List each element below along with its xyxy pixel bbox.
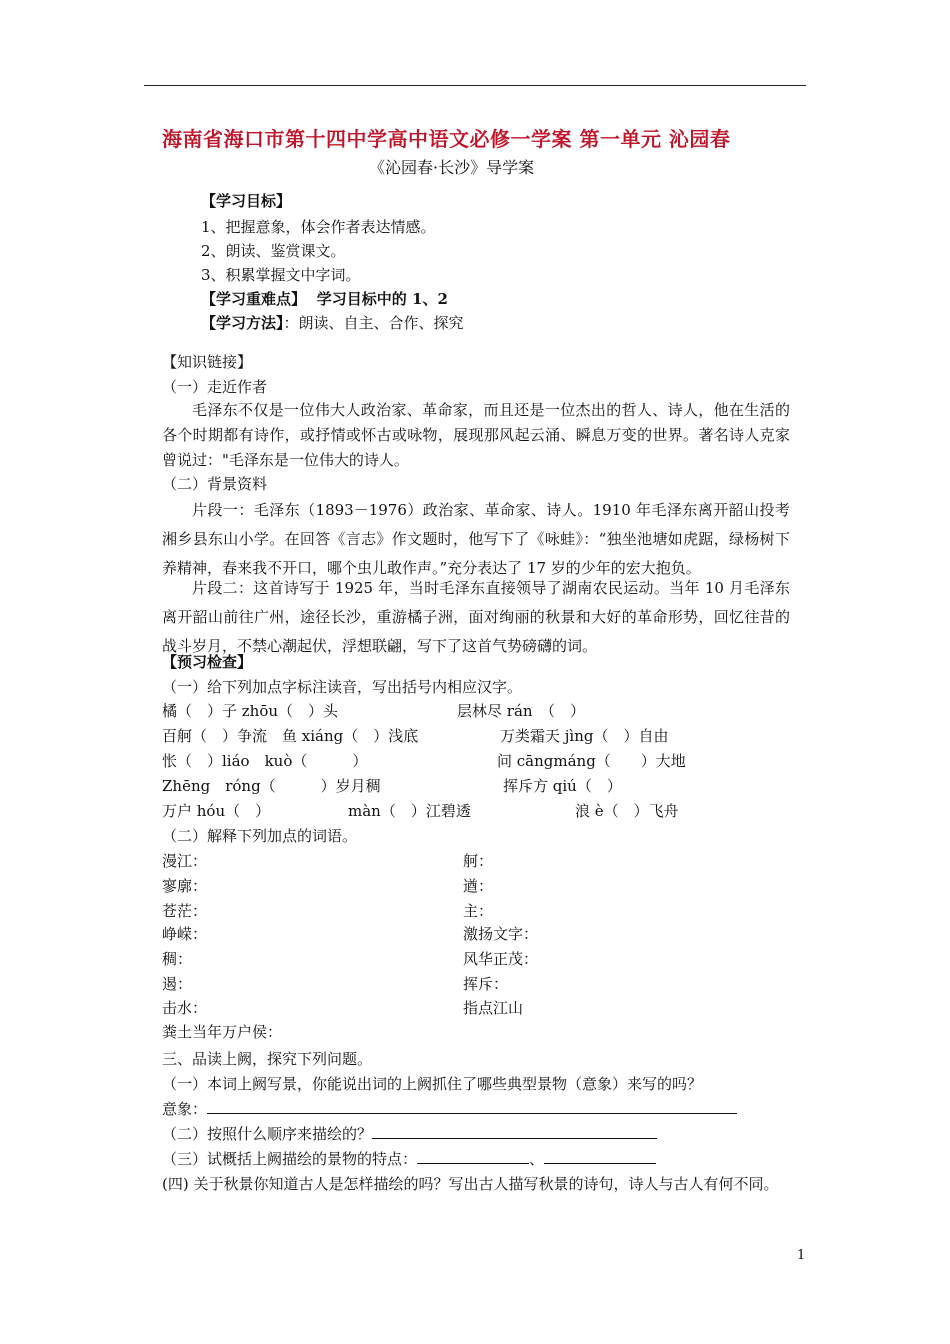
part3-q3: （三）试概括上阙描绘的景物的特点：	[162, 1150, 418, 1168]
preview-heading: 【预习检查】	[162, 653, 253, 671]
part3-q2-line	[162, 1124, 657, 1144]
key-points-line	[201, 289, 448, 309]
pinyin-item: 橘（ ）子 zhōu（ ）头	[162, 702, 339, 720]
part3-q2: （二）按照什么顺序来描绘的？	[162, 1125, 373, 1143]
paragraph-author: 毛泽东不仅是一位伟大人政治家、革命家，而且还是一位杰出的哲人、诗人，他在生活的各个时期都有诗作，或抒情或怀古或咏物，展现那风起云涌、瞬息万变的世界。著名诗人克家曾说过："毛泽东是一位伟大的诗人。	[162, 401, 790, 469]
feature-separator: 、	[529, 1150, 545, 1168]
word-item: 激扬文字：	[463, 925, 539, 943]
word-item: 粪土当年万户侯：	[162, 1023, 283, 1041]
pinyin-item: 层林尽 rán （ ）	[457, 702, 586, 720]
word-item: 寥廓：	[162, 877, 208, 895]
imagery-answer-blank[interactable]	[207, 1099, 737, 1114]
pinyin-item: 万户 hóu（ ）	[162, 802, 271, 820]
feature-answer-blank-2[interactable]	[544, 1149, 656, 1164]
word-item: 漫江：	[162, 852, 208, 870]
objective-item: 1、把握意象，体会作者表达情感。	[201, 218, 436, 236]
imagery-line	[162, 1099, 737, 1119]
preview-q2: （二）解释下列加点的词语。	[162, 827, 358, 845]
word-item: 遒：	[463, 877, 494, 895]
paragraph-segment-1: 片段一：毛泽东（1893－1976）政治家、革命家、诗人。1910 年毛泽东离开韶山投考湘乡县东山小学。在回答《言志》作文题时，他写下了《咏蛙》：“独坐池塘如虎踞，绿杨树下养精神，春来我不开口，哪个虫儿敢作声。”充分表达了 17 岁的少年的宏大抱负。	[162, 501, 790, 577]
word-item: 遏：	[162, 975, 193, 993]
pinyin-item: Zhēng róng（ ）岁月稠	[162, 777, 381, 795]
pinyin-item: 百舸（ ）争流 鱼 xiáng（ ）浅底	[162, 727, 419, 745]
part3-q3-line	[162, 1149, 656, 1169]
word-item: 指点江山	[463, 999, 524, 1017]
key-points-label: 【学习重难点】	[201, 290, 307, 308]
objective-item: 3、积累掌握文中字词。	[201, 266, 361, 284]
methods-text: ：朗读、自主、合作、探究	[283, 314, 464, 332]
key-points-text: 学习目标中的 1、2	[316, 290, 448, 308]
word-item: 苍茫：	[162, 902, 208, 920]
word-item: 峥嵘：	[162, 925, 208, 943]
knowledge-heading: 【知识链接】	[162, 353, 253, 371]
objective-item: 2、朗读、鉴赏课文。	[201, 242, 346, 260]
word-item: 舸：	[463, 852, 494, 870]
part3-heading: 三、品读上阙，探究下列问题。	[162, 1050, 373, 1068]
word-item: 稠：	[162, 950, 193, 968]
word-item: 挥斥：	[463, 975, 509, 993]
section-author: （一）走近作者	[162, 378, 268, 396]
order-answer-blank[interactable]	[372, 1124, 657, 1139]
part3-q1: （一）本词上阙写景，你能说出词的上阙抓住了哪些典型景物（意象）来写的吗？	[162, 1075, 703, 1093]
objectives-heading: 【学习目标】	[201, 192, 292, 210]
methods-line	[201, 313, 464, 333]
paragraph-segment-2: 片段二：这首诗写于 1925 年，当时毛泽东直接领导了湖南农民运动。当年 10 月毛泽东离开韶山前往广州，途径长沙，重游橘子洲，面对绚丽的秋景和大好的革命形势，回忆往昔的战斗岁月，不禁心潮起伏，浮想联翩，写下了这首气势磅礴的词。	[162, 579, 790, 655]
pinyin-item: 问 cāngmáng（ ）大地	[497, 752, 686, 770]
header-rule	[144, 85, 806, 86]
part3-q4: (四) 关于秋景你知道古人是怎样描绘的吗？写出古人描写秋景的诗句，诗人与古人有何不同。	[162, 1175, 779, 1193]
section-background: （二）背景资料	[162, 475, 268, 493]
pinyin-item: màn（ ）江碧透	[348, 802, 471, 820]
word-item: 主：	[463, 902, 494, 920]
word-item: 击水：	[162, 999, 208, 1017]
methods-label: 【学习方法】	[201, 314, 284, 332]
preview-q1: （一）给下列加点字标注读音，写出括号内相应汉字。	[162, 678, 523, 696]
page-number: 1	[797, 1248, 806, 1263]
pinyin-item: 万类霜天 jìng（ ）自由	[500, 727, 669, 745]
feature-answer-blank-1[interactable]	[417, 1149, 529, 1164]
pinyin-item: 浪 è（ ）飞舟	[575, 802, 679, 820]
imagery-label: 意象：	[162, 1100, 208, 1118]
word-item: 风华正茂：	[463, 950, 539, 968]
pinyin-item: 怅（ ）liáo kuò（ ）	[162, 752, 368, 770]
document-subtitle: 《沁园春·长沙》导学案	[369, 158, 535, 177]
document-title: 海南省海口市第十四中学高中语文必修一学案 第一单元 沁园春	[162, 127, 731, 151]
pinyin-item: 挥斥方 qiú（ ）	[503, 777, 622, 795]
